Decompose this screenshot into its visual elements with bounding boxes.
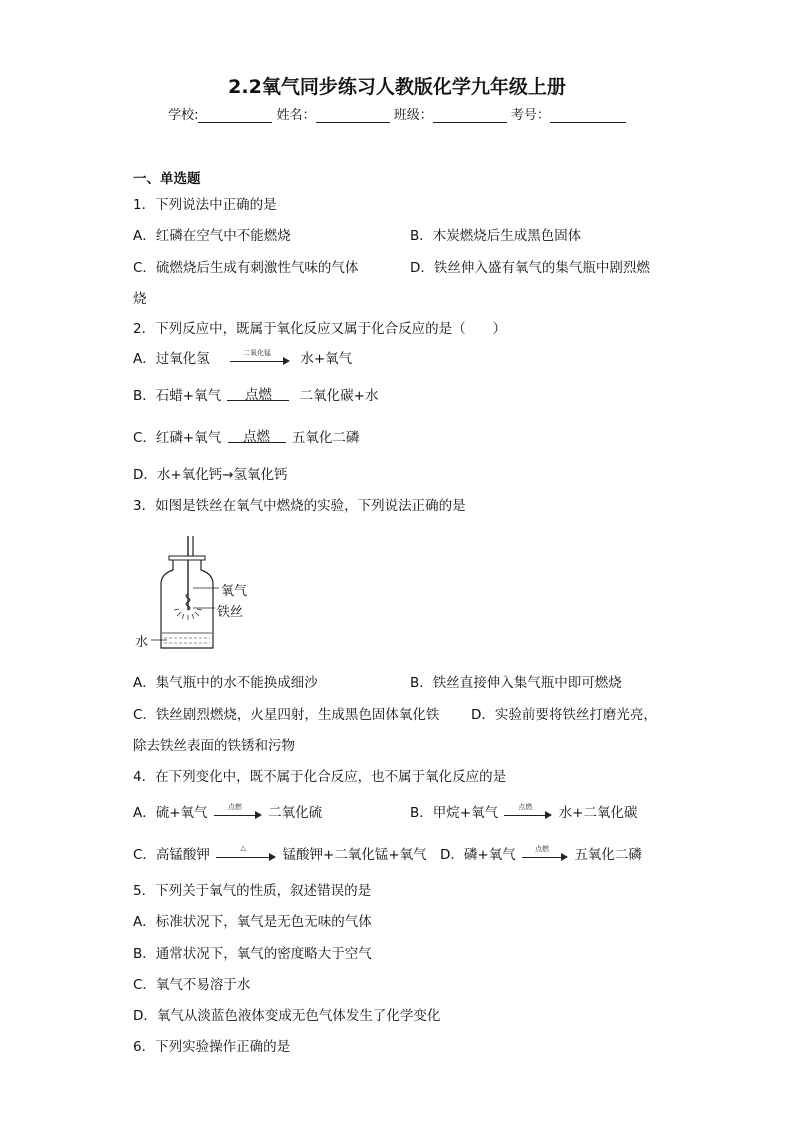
q2-b-reactant: B．石蜡+氧气: [133, 388, 222, 404]
q2-c-product: 五氧化二磷: [291, 430, 360, 446]
q4-a-condition: 点燃: [227, 803, 242, 811]
q4-d-product: 五氧化二磷: [574, 847, 642, 863]
reaction-arrow-icon: [230, 351, 290, 367]
q2-option-a[interactable]: [133, 347, 352, 367]
q2-b-product: 二氧化碳+水: [299, 388, 379, 404]
figure-label-water: 水: [135, 635, 149, 650]
section-heading: 一、单选题: [133, 171, 201, 187]
q4-c-condition: △: [240, 844, 246, 852]
q4-b-product: 水+二氧化碳: [558, 805, 638, 821]
number-blank[interactable]: [550, 108, 626, 123]
q3-option-d[interactable]: D．实验前要将铁丝打磨光亮，: [471, 707, 657, 723]
q5-option-a[interactable]: A．标准状况下，氧气是无色无味的气体: [133, 914, 372, 930]
q4-a-product: 二氧化硫: [268, 805, 323, 821]
q5-option-c[interactable]: C．氧气不易溶于水: [133, 977, 251, 993]
reaction-arrow-icon: [216, 844, 276, 863]
q2-a-reactant: A．过氧化氢: [133, 351, 210, 367]
q2-b-condition: 点燃: [244, 387, 272, 403]
q3-stem: 3．如图是铁丝在氧气中燃烧的实验，下列说法正确的是: [133, 498, 466, 514]
q2-option-b[interactable]: [133, 384, 378, 407]
q4-d-reactant: D．磷+氧气: [440, 847, 516, 863]
q5-option-b[interactable]: B．通常状况下，氧气的密度略大于空气: [133, 946, 372, 962]
q1-option-c[interactable]: C．硫燃烧后生成有刺激性气味的气体: [133, 260, 359, 276]
experiment-figure: [133, 532, 273, 656]
class-blank[interactable]: [433, 108, 507, 123]
figure-label-oxygen: 氧气: [221, 584, 248, 599]
school-label: 学校:: [168, 108, 199, 123]
q4-a-reactant: A．硫+氧气: [133, 805, 208, 821]
q4-c-product: 锰酸钾+二氧化锰+氧气: [282, 847, 427, 863]
q3-option-b[interactable]: B．铁丝直接伸入集气瓶中即可燃烧: [410, 675, 622, 691]
gas-jar-diagram-icon: [133, 532, 273, 656]
q2-c-condition: 点燃: [243, 429, 271, 445]
q2-a-condition: 二氧化锰: [243, 349, 272, 357]
q2-option-c[interactable]: [133, 426, 359, 449]
reaction-arrow-icon: [522, 847, 568, 863]
q3-option-d-cont: 除去铁丝表面的铁锈和污物: [133, 738, 295, 754]
q2-a-product: 水+氧气: [300, 351, 353, 367]
q4-option-b[interactable]: [410, 801, 637, 821]
page-title: 2.2氧气同步练习人教版化学九年级上册: [228, 76, 566, 98]
q4-b-condition: 点燃: [518, 803, 533, 811]
q5-stem: 5．下列关于氧气的性质，叙述错误的是: [133, 883, 372, 899]
q5-option-d[interactable]: D．氧气从淡蓝色液体变成无色气体发生了化学变化: [133, 1008, 441, 1024]
q1-option-d[interactable]: D．铁丝伸入盛有氧气的集气瓶中剧烈燃: [410, 260, 650, 276]
q2-c-reactant: C．红磷+氧气: [133, 430, 222, 446]
q1-option-a[interactable]: A．红磷在空气中不能燃烧: [133, 228, 291, 244]
reaction-arrow-icon: [214, 805, 262, 821]
q3-option-c[interactable]: C．铁丝剧烈燃烧，火星四射，生成黑色固体氧化铁: [133, 707, 440, 723]
q4-option-d[interactable]: [440, 843, 642, 863]
class-label: 班级：: [393, 108, 433, 123]
q3-option-a[interactable]: A．集气瓶中的水不能换成细沙: [133, 675, 318, 691]
number-label: 考号：: [510, 108, 550, 123]
name-label: 姓名：: [276, 108, 316, 123]
q4-option-a[interactable]: [133, 801, 322, 821]
q4-b-reactant: B．甲烷+氧气: [410, 805, 499, 821]
q1-option-b[interactable]: B．木炭燃烧后生成黑色固体: [410, 228, 582, 244]
reaction-condition-line-icon: [227, 385, 289, 407]
name-blank[interactable]: [316, 108, 390, 123]
q6-stem: 6．下列实验操作正确的是: [133, 1039, 291, 1055]
q4-option-c[interactable]: [133, 843, 427, 863]
figure-label-wire: 铁丝: [217, 605, 244, 620]
q1-option-d-cont: 烧: [133, 291, 147, 307]
student-info-line: [0, 104, 794, 123]
q2-stem: 2．下列反应中，既属于氧化反应又属于化合反应的是（ ）: [133, 321, 507, 337]
reaction-arrow-icon: [504, 805, 552, 821]
q1-stem: 1．下列说法中正确的是: [133, 197, 277, 213]
school-blank[interactable]: [198, 108, 272, 123]
q4-d-condition: 点燃: [535, 845, 550, 853]
reaction-condition-line-icon: [228, 427, 286, 449]
q4-stem: 4．在下列变化中，既不属于化合反应，也不属于氧化反应的是: [133, 769, 507, 785]
q4-c-reactant: C．高锰酸钾: [133, 847, 210, 863]
q2-option-d[interactable]: D．水+氧化钙→氢氧化钙: [133, 467, 288, 483]
